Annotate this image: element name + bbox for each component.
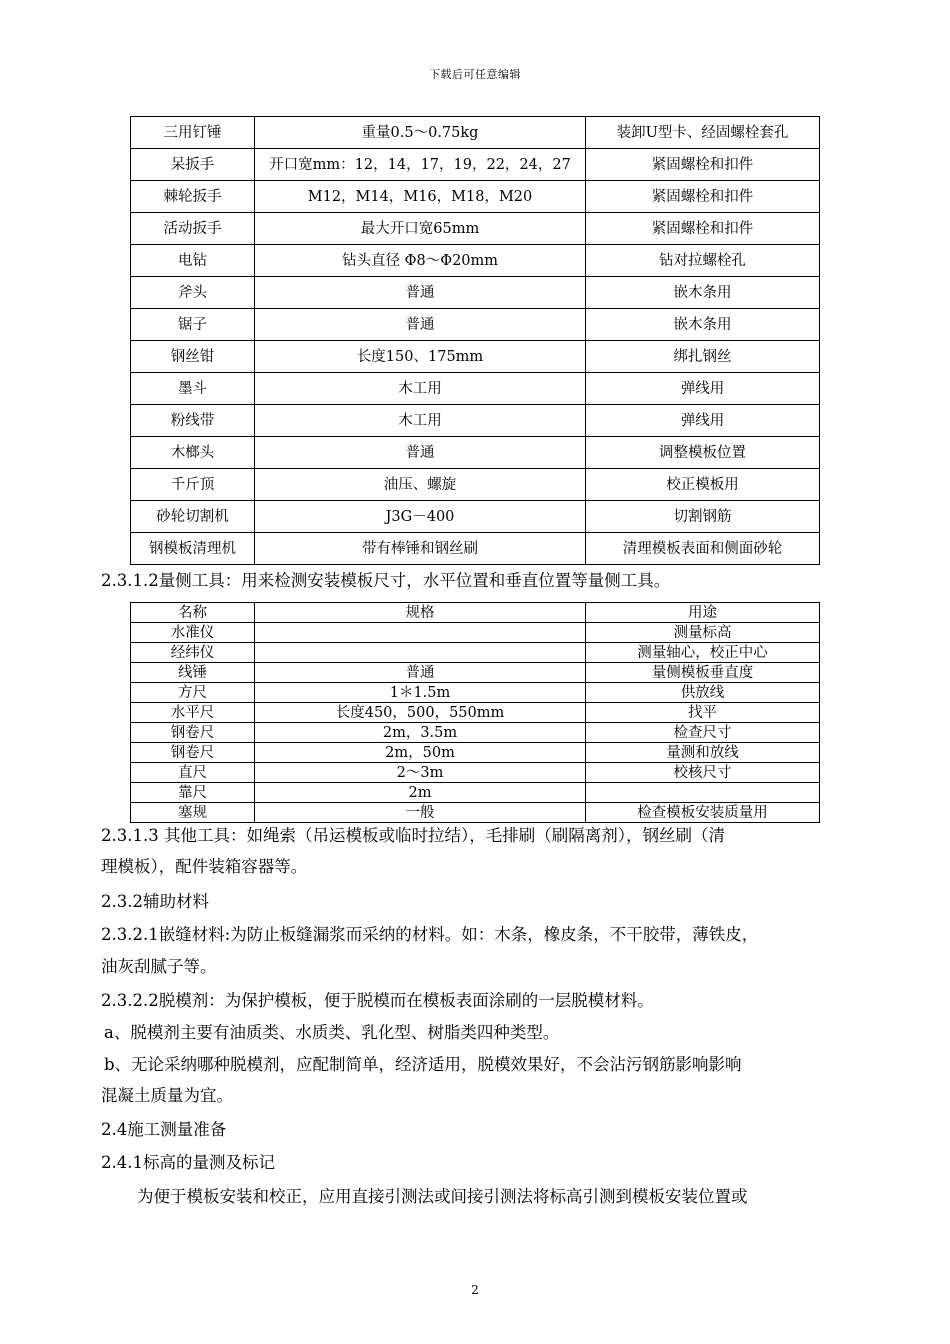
table-row <box>131 341 820 373</box>
table-row <box>131 213 820 245</box>
table-cell: 找平 <box>586 703 820 723</box>
paragraph-a: a、脱模剂主要有油质类、水质类、乳化型、树脂类四种类型。 <box>104 1023 560 1042</box>
table-cell: 弹线用 <box>586 373 820 405</box>
table-row <box>131 245 820 277</box>
table-row <box>131 117 820 149</box>
table-cell: 方尺 <box>131 683 255 703</box>
table-row <box>131 533 820 565</box>
table-cell: 木榔头 <box>131 437 255 469</box>
table-cell: 开口宽mm：12，14，17，19，22，24，27 <box>255 149 586 181</box>
table-cell: 塞规 <box>131 803 255 823</box>
table-cell: 嵌木条用 <box>586 277 820 309</box>
table-row <box>131 437 820 469</box>
table-cell: 普通 <box>255 437 586 469</box>
table-cell: 普通 <box>255 277 586 309</box>
table-cell: 量侧模板垂直度 <box>586 663 820 683</box>
table-cell: 2m，3.5m <box>255 723 586 743</box>
table-cell: 砂轮切割机 <box>131 501 255 533</box>
table-cell: 水平尺 <box>131 703 255 723</box>
table-cell <box>255 643 586 663</box>
table-cell <box>586 783 820 803</box>
table-cell: 锯子 <box>131 309 255 341</box>
section-2-3-2-2: 2.3.2.2脱模剂：为保护模板，便于脱模而在模板表面涂刷的一层脱模材料。 <box>101 991 654 1010</box>
table-row <box>131 763 820 783</box>
table-cell: 钻头直径 Φ8～Φ20mm <box>255 245 586 277</box>
table-cell: 钢卷尺 <box>131 743 255 763</box>
table-cell: 1＊1.5m <box>255 683 586 703</box>
table-cell: 一般 <box>255 803 586 823</box>
table-row <box>131 703 820 723</box>
table-cell: 紧固螺栓和扣件 <box>586 181 820 213</box>
table-cell: 钢丝钳 <box>131 341 255 373</box>
section-2-3-2: 2.3.2辅助材料 <box>101 892 209 911</box>
table-row <box>131 373 820 405</box>
table-cell: 水准仪 <box>131 623 255 643</box>
table-row <box>131 643 820 663</box>
page-header: 下载后可任意编辑 <box>429 68 521 81</box>
table-cell: 长度450，500，550mm <box>255 703 586 723</box>
section-2-3-1-3-line2: 理模板），配件装箱容器等。 <box>101 857 308 876</box>
section-2-3-1-2: 2.3.1.2量侧工具：用来检测安装模板尺寸，水平位置和垂直位置等量侧工具。 <box>101 571 671 590</box>
table-cell: 三用钉锤 <box>131 117 255 149</box>
table-cell: 木工用 <box>255 373 586 405</box>
table-cell: 活动扳手 <box>131 213 255 245</box>
table-row <box>131 149 820 181</box>
table-cell: 嵌木条用 <box>586 309 820 341</box>
table-cell: 测量轴心，校正中心 <box>586 643 820 663</box>
table-cell: 量测和放线 <box>586 743 820 763</box>
table-cell: 粉线带 <box>131 405 255 437</box>
table-cell: 切割钢筋 <box>586 501 820 533</box>
table-header-row <box>131 603 820 623</box>
table-cell: 供放线 <box>586 683 820 703</box>
table-cell: 带有棒锤和钢丝刷 <box>255 533 586 565</box>
table-row <box>131 663 820 683</box>
table-cell: 长度150、175mm <box>255 341 586 373</box>
measuring-tools-table <box>130 602 820 823</box>
table-cell: 钻对拉螺栓孔 <box>586 245 820 277</box>
table-cell: 2～3m <box>255 763 586 783</box>
table-cell: 重量0.5～0.75kg <box>255 117 586 149</box>
table-cell: 测量标高 <box>586 623 820 643</box>
section-2-3-2-1-line2: 油灰刮腻子等。 <box>101 957 217 976</box>
table-cell: 斧头 <box>131 277 255 309</box>
table-cell: 直尺 <box>131 763 255 783</box>
table-cell: 2m，50m <box>255 743 586 763</box>
page-number: 2 <box>471 1283 479 1297</box>
section-2-4: 2.4施工测量准备 <box>101 1120 227 1139</box>
table-cell: 电钻 <box>131 245 255 277</box>
table-cell: 普通 <box>255 663 586 683</box>
table-cell: 2m <box>255 783 586 803</box>
table-cell: 千斤顶 <box>131 469 255 501</box>
section-2-3-1-3-line1: 2.3.1.3 其他工具：如绳索（吊运模板或临时拉结），毛排刷（刷隔离剂），钢丝刷（清 <box>101 826 725 845</box>
table-cell: 校正模板用 <box>586 469 820 501</box>
table-cell: 校核尺寸 <box>586 763 820 783</box>
table-cell: 棘轮扳手 <box>131 181 255 213</box>
table-row <box>131 309 820 341</box>
column-header: 用途 <box>586 603 820 623</box>
table-cell: 经纬仪 <box>131 643 255 663</box>
table-cell: 弹线用 <box>586 405 820 437</box>
table-cell: 普通 <box>255 309 586 341</box>
table-cell: 装卸U型卡、经固螺栓套孔 <box>586 117 820 149</box>
table-cell: 紧固螺栓和扣件 <box>586 149 820 181</box>
column-header: 名称 <box>131 603 255 623</box>
table-cell: 清理模板表面和侧面砂轮 <box>586 533 820 565</box>
table-row <box>131 181 820 213</box>
table-cell: 钢卷尺 <box>131 723 255 743</box>
table-cell: 绑扎钢丝 <box>586 341 820 373</box>
table-cell: M12，M14，M16，M18，M20 <box>255 181 586 213</box>
table-cell <box>255 623 586 643</box>
table-cell: 线锤 <box>131 663 255 683</box>
table-row <box>131 783 820 803</box>
table-cell: 墨斗 <box>131 373 255 405</box>
column-header: 规格 <box>255 603 586 623</box>
table-cell: 木工用 <box>255 405 586 437</box>
table-row <box>131 469 820 501</box>
table-cell: 紧固螺栓和扣件 <box>586 213 820 245</box>
table-cell: 调整模板位置 <box>586 437 820 469</box>
section-2-4-1: 2.4.1标高的量测及标记 <box>101 1153 275 1172</box>
table-cell: 检查尺寸 <box>586 723 820 743</box>
table-cell: 最大开口宽65mm <box>255 213 586 245</box>
table-cell: 油压、螺旋 <box>255 469 586 501</box>
paragraph-b-line1: b、无论采纳哪种脱模剂，应配制简单，经济适用，脱模效果好，不会沾污钢筋影响影响 <box>104 1055 742 1074</box>
table-row <box>131 405 820 437</box>
table-row <box>131 743 820 763</box>
table-cell: 呆扳手 <box>131 149 255 181</box>
section-2-3-2-1-line1: 2.3.2.1嵌缝材料:为防止板缝漏浆而采纳的材料。如：木条，橡皮条，不干胶带，薄铁皮， <box>101 925 759 944</box>
table-row <box>131 277 820 309</box>
table-row <box>131 501 820 533</box>
table-cell: 钢模板清理机 <box>131 533 255 565</box>
table-row <box>131 683 820 703</box>
table-row <box>131 623 820 643</box>
table-cell: J3G－400 <box>255 501 586 533</box>
paragraph-b-line2: 混凝土质量为宜。 <box>101 1086 233 1105</box>
table-cell: 检查模板安装质量用 <box>586 803 820 823</box>
section-2-4-1-body: 为便于模板安装和校正，应用直接引测法或间接引测法将标高引测到模板安装位置或 <box>137 1187 748 1206</box>
table-row <box>131 723 820 743</box>
table-cell: 靠尺 <box>131 783 255 803</box>
tools-table <box>130 116 820 565</box>
